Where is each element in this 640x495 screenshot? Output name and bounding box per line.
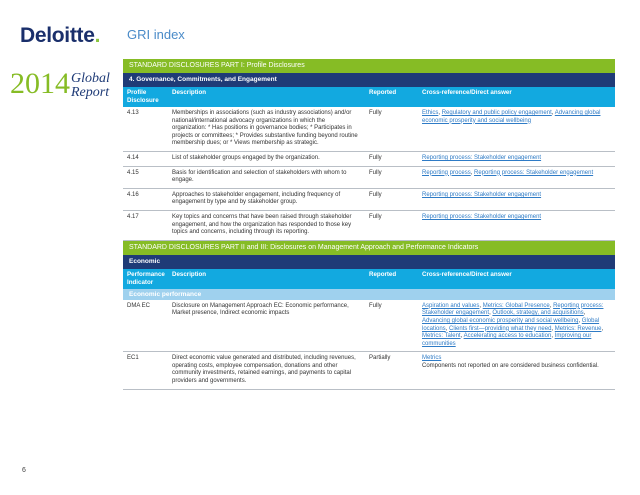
row-cross-reference [418, 210, 615, 240]
row-id: DMA EC [123, 300, 168, 352]
report-word-report: Report [71, 85, 110, 100]
row-reported: Fully [365, 300, 418, 352]
row-cross-reference: Ethics, Regulatory and public policy engagement, Advancing global economic prosperity and social wellbeing [418, 107, 615, 151]
cross-reference-link[interactable]: Advancing global economic prosperity and social wellbeing [422, 317, 579, 324]
row-id: 4.13 [123, 107, 168, 151]
row-reported: Fully [365, 166, 418, 188]
cross-reference-link[interactable]: Reporting process: Stakeholder engagement [422, 191, 542, 198]
row-reported: Fully [365, 210, 418, 240]
cross-reference-link[interactable]: Regulatory and public policy engagement [441, 110, 552, 116]
cross-reference-link[interactable]: Metrics: Revenue [554, 325, 602, 332]
cross-reference-link[interactable]: Global locations [422, 317, 600, 332]
col-cross-reference: Cross-reference/Direct answer [418, 269, 615, 289]
row-id: 4.16 [123, 188, 168, 210]
gri-index-content [123, 59, 615, 390]
part1-title-bar: STANDARD DISCLOSURES PART I: Profile Disclosures [123, 59, 615, 73]
row-reported: Fully [365, 151, 418, 166]
economic-performance-bar: Economic performance [123, 289, 615, 300]
part1-header-row [123, 87, 615, 107]
cross-reference-link[interactable]: Reporting process: Stakeholder engagement [422, 213, 542, 220]
cross-reference-link[interactable]: Improving our communities [422, 333, 592, 347]
row-cross-reference [418, 151, 615, 166]
row-cross-reference [418, 188, 615, 210]
cross-reference-link[interactable]: Metrics [422, 355, 442, 362]
cross-reference-link[interactable]: Accelerating access to education [463, 333, 552, 340]
global-report-mark [10, 68, 118, 104]
part1-table-body [123, 107, 615, 240]
row-description: List of stakeholder groups engaged by the organization. [168, 151, 365, 166]
cross-reference-link[interactable]: Reporting process: Stakeholder engagement [474, 169, 594, 176]
cross-reference-link[interactable]: Metrics: Talent [422, 333, 461, 340]
part2-section-bar: Economic [123, 255, 615, 269]
part1-table [123, 87, 615, 241]
col-description: Description [168, 269, 365, 289]
row-reported: Partially [365, 352, 418, 389]
cross-reference-link[interactable]: Reporting process: Stakeholder engagement [422, 154, 542, 161]
row-description: Approaches to stakeholder engagement, including frequency of engagement by type and by stakeholder group. [168, 188, 365, 210]
part2-title-bar: STANDARD DISCLOSURES PART II and III: Disclosures on Management Approach and Performance Indicators [123, 241, 615, 255]
row-id: 4.17 [123, 210, 168, 240]
table-row [123, 107, 615, 151]
col-performance-indicator: Performance Indicator [123, 269, 168, 289]
cross-reference-link[interactable]: Clients first—providing what they need [449, 325, 552, 332]
part2-rows-table [123, 300, 615, 390]
row-description: Key topics and concerns that have been raised through stakeholder engagement, and how the organization has responded to those key topics and concerns, including through its reporting. [168, 210, 365, 240]
cross-reference-link[interactable]: Reporting process [422, 169, 471, 176]
part2-table-body [123, 300, 615, 389]
report-word-global: Global [71, 71, 110, 86]
col-reported: Reported [365, 269, 418, 289]
table-row [123, 352, 615, 389]
row-description: Direct economic value generated and distributed, including revenues, operating costs, employee compensation, donations and other community investments, retained earnings, and payments to capital providers and governments. [168, 352, 365, 389]
table-row [123, 300, 615, 352]
cross-reference-link[interactable]: Advancing global economic prosperity and social wellbeing [422, 110, 601, 124]
deloitte-logo: Deloitte. [20, 24, 101, 47]
report-year: 2014 [10, 67, 70, 100]
cross-reference-link[interactable]: Aspiration and values [422, 302, 480, 309]
table-row [123, 151, 615, 166]
row-description: Basis for identification and selection of stakeholders with whom to engage. [168, 166, 365, 188]
col-reported: Reported [365, 87, 418, 107]
row-cross-reference: Aspiration and values, Metrics: Global Presence, Reporting process: Stakeholder engagement, Outlook, strategy, and acquisitions, Advancing global economic prosperity and social wellbeing, Global locations, Clients first—providing what they need, Metrics: Revenue, Metrics: Talent, Accelerating access to education, Improving our communities [418, 300, 615, 352]
direct-answer-note: Components not reported on are considered business confidential. [422, 362, 599, 369]
row-cross-reference [418, 352, 615, 389]
cross-reference-link[interactable]: Outlook, strategy, and acquisitions [492, 310, 584, 317]
row-id: 4.14 [123, 151, 168, 166]
part1-section-bar: 4. Governance, Commitments, and Engagement [123, 73, 615, 87]
row-reported: Fully [365, 188, 418, 210]
row-description: Disclosure on Management Approach EC: Economic performance, Market presence, Indirect economic impacts [168, 300, 365, 352]
table-row [123, 188, 615, 210]
row-description: Memberships in associations (such as industry associations) and/or national/international advocacy organizations in which the organization: * Has positions in governance bodies; * Participates in projects or committees; * Provides substantive funding beyond routine membership dues; or * Views membership as strategic. [168, 107, 365, 151]
col-cross-reference: Cross-reference/Direct answer [418, 87, 615, 107]
cross-reference-link[interactable]: Reporting process: Stakeholder engagement [422, 302, 604, 317]
page-number: 6 [22, 467, 26, 474]
row-id: 4.15 [123, 166, 168, 188]
page-title: GRI index [127, 27, 185, 42]
row-reported: Fully [365, 107, 418, 151]
col-description: Description [168, 87, 365, 107]
row-cross-reference: Reporting process, Reporting process: Stakeholder engagement [418, 166, 615, 188]
table-row [123, 166, 615, 188]
table-row [123, 210, 615, 240]
part2-table [123, 269, 615, 289]
row-id: EC1 [123, 352, 168, 389]
part2-header-row [123, 269, 615, 289]
cross-reference-link[interactable]: Ethics [422, 110, 439, 116]
col-profile-disclosure: Profile Disclosure [123, 87, 168, 107]
cross-reference-link[interactable]: Metrics: Global Presence [482, 302, 550, 309]
